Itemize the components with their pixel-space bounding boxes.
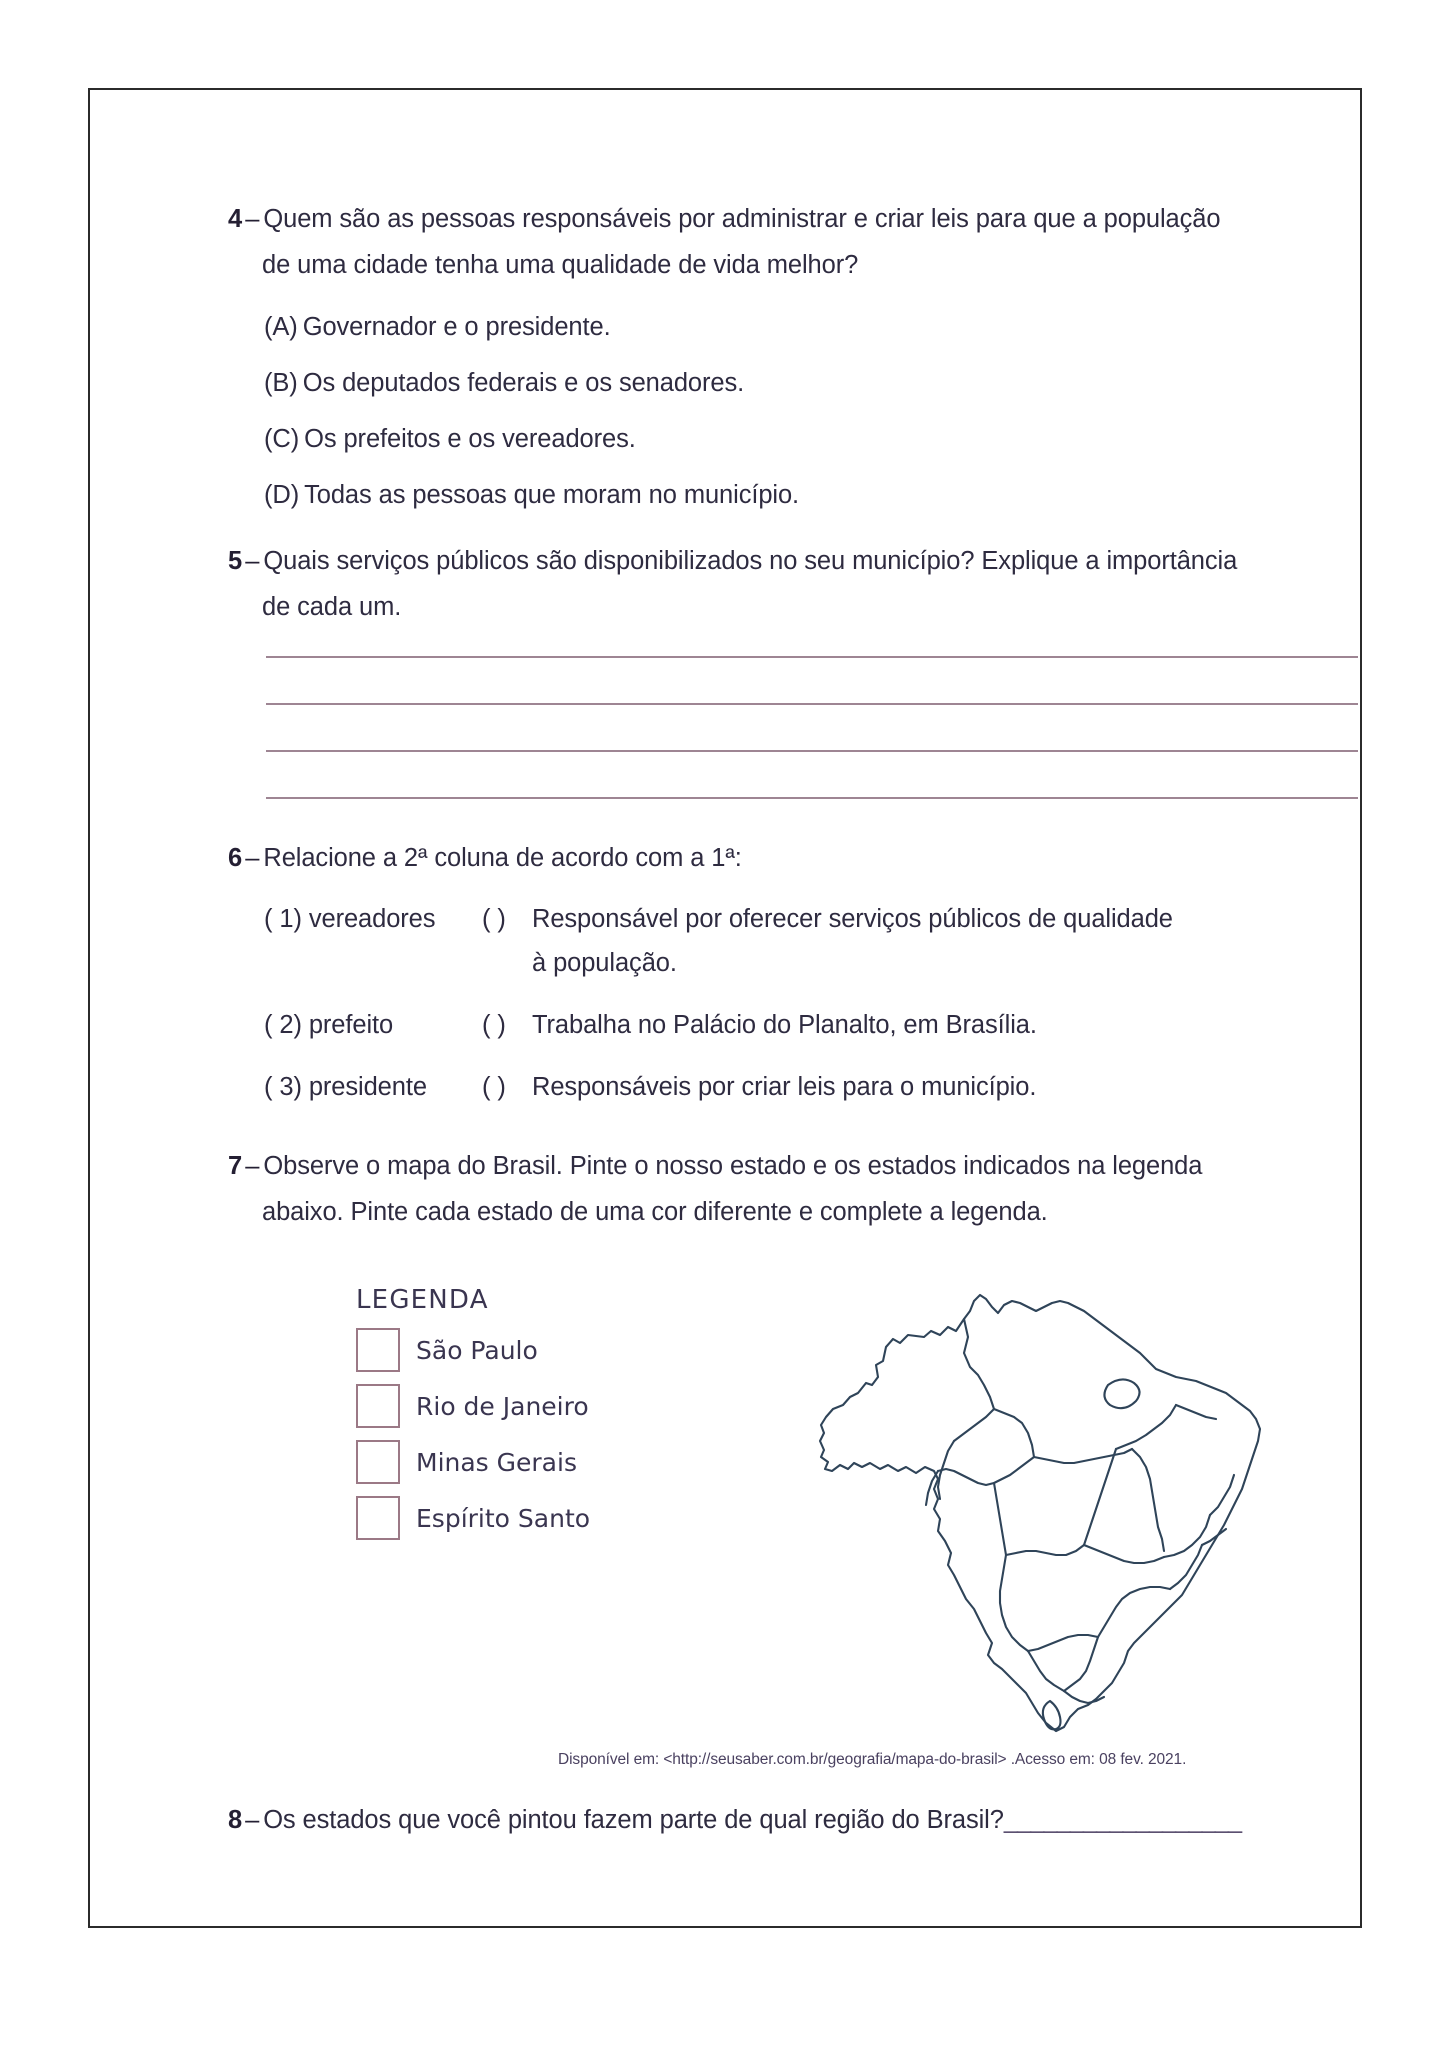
question-6	[228, 835, 1400, 1109]
state-border-7	[994, 1483, 1006, 1555]
question-6-prompt-line1	[228, 835, 1400, 881]
question-4-option-b[interactable]	[228, 360, 1400, 406]
match-item-3-right	[482, 1065, 1400, 1109]
question-7	[228, 1143, 1400, 1767]
question-7-prompt-line1	[228, 1143, 1400, 1189]
match-row[interactable]	[228, 897, 1400, 985]
match-item-1-desc-line2: à população.	[532, 949, 677, 977]
legend-label-espirito-santo: Espírito Santo	[416, 1503, 591, 1533]
legend-item-espirito-santo[interactable]	[356, 1496, 686, 1540]
brazil-map[interactable]	[788, 1257, 1288, 1747]
state-border-21	[1176, 1405, 1216, 1419]
state-border-5	[1034, 1449, 1132, 1463]
question-5-prompt-line1	[228, 538, 1400, 584]
state-border-10	[1000, 1555, 1028, 1651]
lagoa-dos-patos	[1043, 1701, 1061, 1729]
legend-item-minas-gerais[interactable]	[356, 1440, 686, 1484]
question-8-dash: –	[245, 1806, 260, 1834]
option-c-key: (C)	[264, 425, 300, 453]
answer-line[interactable]	[266, 797, 1358, 799]
legend-item-sao-paulo[interactable]	[356, 1328, 686, 1372]
question-4-prompt-line1	[228, 196, 1400, 242]
legend-color-box[interactable]	[356, 1440, 400, 1484]
worksheet-page-border	[88, 88, 1362, 1928]
question-4-dash: –	[245, 205, 260, 233]
match-item-3-left: ( 3) presidente	[264, 1073, 427, 1101]
option-b-label: Os deputados federais e os senadores.	[302, 369, 745, 397]
state-border-1	[964, 1319, 994, 1409]
answer-line[interactable]	[266, 703, 1358, 705]
state-border-13	[1098, 1587, 1170, 1637]
question-8-number: 8	[228, 1806, 243, 1834]
legend-color-box[interactable]	[356, 1384, 400, 1428]
match-item-2-left: ( 2) prefeito	[264, 1011, 394, 1039]
match-row[interactable]	[228, 1065, 1400, 1109]
state-border-12	[1084, 1545, 1164, 1563]
question-4-number: 4	[228, 205, 243, 233]
legend-color-box[interactable]	[356, 1328, 400, 1372]
legend	[356, 1285, 686, 1552]
answer-line[interactable]	[266, 750, 1358, 752]
question-6-text: Relacione a 2ª coluna de acordo com a 1ª:	[263, 844, 742, 872]
question-7-number: 7	[228, 1152, 243, 1180]
legend-label-minas-gerais: Minas Gerais	[416, 1447, 577, 1477]
state-border-20	[1028, 1651, 1064, 1691]
state-border-17	[1170, 1545, 1202, 1589]
state-border-14	[1132, 1449, 1164, 1551]
question-4	[228, 196, 1400, 518]
match-item-2-desc: Trabalha no Palácio do Planalto, em Brasília.	[532, 1011, 1037, 1039]
match-answer-blank[interactable]: ( )	[482, 1011, 506, 1039]
legend-label-sao-paulo: São Paulo	[416, 1335, 538, 1365]
legend-item-rio-de-janeiro[interactable]	[356, 1384, 686, 1428]
state-border-22	[1210, 1475, 1234, 1515]
question-5-prompt-line2: de cada um.	[262, 593, 402, 621]
match-item-1-left: ( 1) vereadores	[264, 905, 436, 933]
option-b-key: (B)	[264, 369, 298, 397]
option-c-label: Os prefeitos e os vereadores.	[304, 425, 636, 453]
question-5-dash: –	[245, 547, 260, 575]
question-5	[228, 538, 1400, 799]
question-8	[228, 1797, 1400, 1843]
question-4-option-a[interactable]	[228, 304, 1400, 350]
match-answer-blank[interactable]: ( )	[482, 905, 506, 933]
legend-color-box[interactable]	[356, 1496, 400, 1540]
state-border-11	[1028, 1635, 1098, 1651]
match-item-1-desc: Responsável por oferecer serviços públicos de qualidade	[532, 905, 1173, 933]
legend-label-rio-de-janeiro: Rio de Janeiro	[416, 1391, 589, 1421]
question-5-answer-area[interactable]	[228, 630, 1400, 799]
question-7-text: Observe o mapa do Brasil. Pinte o nosso estado e os estados indicados na legenda	[263, 1152, 1203, 1180]
state-border-15	[1164, 1515, 1210, 1557]
answer-line[interactable]	[266, 656, 1358, 658]
question-6-number: 6	[228, 844, 243, 872]
state-border-4	[938, 1457, 1034, 1485]
question-5-text: Quais serviços públicos são disponibilizados no seu município? Explique a importância	[263, 547, 1238, 575]
state-border-16	[1116, 1405, 1176, 1449]
match-item-1-right	[482, 897, 1400, 985]
option-d-label: Todas as pessoas que moram no município.	[304, 481, 800, 509]
state-border-9	[1084, 1449, 1116, 1545]
question-4-option-c[interactable]	[228, 416, 1400, 462]
marajo-island	[1104, 1379, 1139, 1408]
match-item-3-desc: Responsáveis por criar leis para o município.	[532, 1073, 1037, 1101]
question-8-answer-blank[interactable]: __________________	[1003, 1806, 1242, 1834]
match-item-2-right	[482, 1003, 1400, 1047]
match-answer-blank[interactable]: ( )	[482, 1073, 506, 1101]
question-7-dash: –	[245, 1152, 260, 1180]
brazil-outline	[820, 1295, 1260, 1731]
map-source-attribution: Disponível em: <http://seusaber.com.br/geografia/mapa-do-brasil> .Acesso em: 08 fev. 2021.	[558, 1751, 1187, 1768]
question-4-option-d[interactable]	[228, 472, 1400, 518]
question-7-prompt-line2: abaixo. Pinte cada estado de uma cor diferente e complete a legenda.	[262, 1198, 1048, 1226]
option-d-key: (D)	[264, 481, 300, 509]
state-border-2	[954, 1409, 994, 1441]
question-5-number: 5	[228, 547, 243, 575]
worksheet-content	[228, 196, 1400, 1843]
option-a-label: Governador e o presidente.	[302, 313, 611, 341]
legend-title: LEGENDA	[356, 1285, 489, 1315]
match-row[interactable]	[228, 1003, 1400, 1047]
question-4-text: Quem são as pessoas responsáveis por administrar e criar leis para que a população	[263, 205, 1221, 233]
question-4-prompt-line2: de uma cidade tenha uma qualidade de vida melhor?	[262, 251, 859, 279]
question-6-dash: –	[245, 844, 260, 872]
state-border-3	[994, 1409, 1034, 1457]
state-border-18	[1064, 1637, 1098, 1691]
map-and-legend-area	[228, 1257, 1400, 1767]
question-8-text: Os estados que você pintou fazem parte de qual região do Brasil?	[263, 1806, 1004, 1834]
state-border-8	[1006, 1545, 1084, 1555]
option-a-key: (A)	[264, 313, 298, 341]
